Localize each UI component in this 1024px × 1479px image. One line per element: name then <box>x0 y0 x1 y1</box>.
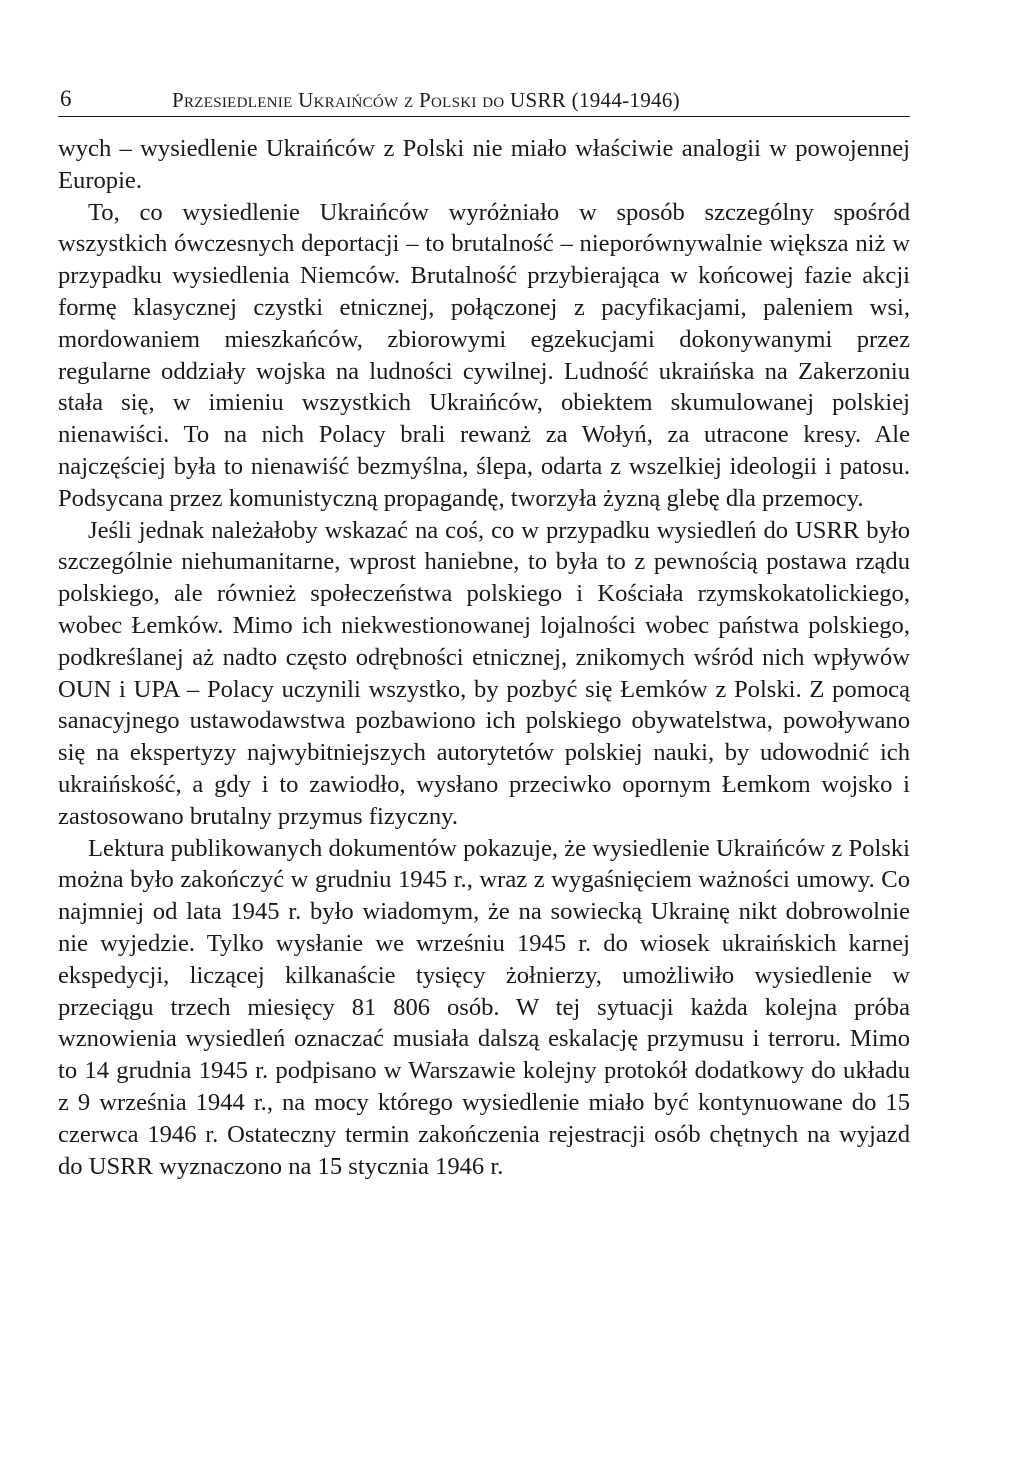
paragraph: To, co wysiedlenie Ukraińców wyróżniało w sposób szczególny spośród wszystkich ówczesnych deportacji – to brutalność – nieporównywalnie większa niż w przypadku wysiedlenia Niemców. Brutalność przybierająca w końcowej fazie akcji formę klasycznej czystki etnicznej, połączonej z pacyfikacjami, paleniem wsi, mordowaniem mieszkańców, zbiorowymi egzekucjami dokonywanymi przez regularne oddziały wojska na ludności cywilnej. Ludność ukraińska na Zakerzoniu stała się, w imieniu wszystkich Ukraińców, obiektem skumulowanej polskiej nienawiści. To na nich Polacy brali rewanż za Wołyń, za utracone kresy. Ale najczęściej była to nienawiść bezmyślna, ślepa, odarta z wszelkiej ideologii i patosu. Podsycana przez komunistyczną propagandę, tworzyła żyzną glebę dla przemocy. <box>58 198 910 512</box>
page-number: 6 <box>60 86 72 111</box>
paragraph: Jeśli jednak należałoby wskazać na coś, co w przypadku wysiedleń do USRR było szczególnie niehumanitarne, wprost haniebne, to była to z pewnością postawa rządu polskiego, ale również społeczeństwa polskiego i Kościała rzymskokatolickiego, wobec Łemków. Mimo ich niekwestionowanej lojalności wobec państwa polskiego, podkreślanej aż nadto często odrębności etnicznej, znikomych wśród nich wpływów OUN i UPA – Polacy uczynili wszystko, by pozbyć się Łemków z Polski. Z pomocą sanacyjnego ustawodawstwa pozbawiono ich polskiego obywatelstwa, powoływano się na ekspertyzy najwybitniejszych autorytetów polskiej nauki, by udowodnić ich ukraińskość, a gdy i to zawiodło, wysłano przeciwko opornym Łemkom wojsko i zastosowano brutalny przymus fizyczny. <box>58 516 910 830</box>
running-title: Przesiedlenie Ukraińców z Polski do USRR (1944-1946) <box>172 88 680 112</box>
paragraph-continued: wych – wysiedlenie Ukraińców z Polski nie miało właściwie analogii w powojennej Europie. <box>58 135 910 194</box>
paragraph: Lektura publikowanych dokumentów pokazuje, że wysiedlenie Ukraińców z Polski można było zakończyć w grudniu 1945 r., wraz z wygaśnięciem ważności umowy. Co najmniej od lata 1945 r. było wiadomym, że na sowiecką Ukrainę nikt dobrowolnie nie wyjedzie. Tylko wysłanie we wrześniu 1945 r. do wiosek ukraińskich karnej ekspedycji, liczącej kilkanaście tysięcy żołnierzy, umożliwiło wysiedlenie w przeciągu trzech miesięcy 81 806 osób. W tej sytuacji każda kolejna próba wznowienia wysiedleń oznaczać musiała dalszą eskalację przymusu i terroru. Mimo to 14 grudnia 1945 r. podpisano w Warszawie kolejny protokół dodatkowy do układu z 9 września 1944 r., na mocy którego wysiedlenie miało być kontynuowane do 15 czerwca 1946 r. Ostateczny termin zakończenia rejestracji osób chętnych na wyjazd do USRR wyznaczono na 15 stycznia 1946 r. <box>58 834 910 1180</box>
book-page <box>58 82 910 1182</box>
body-text <box>58 133 910 1182</box>
running-head <box>58 82 910 117</box>
